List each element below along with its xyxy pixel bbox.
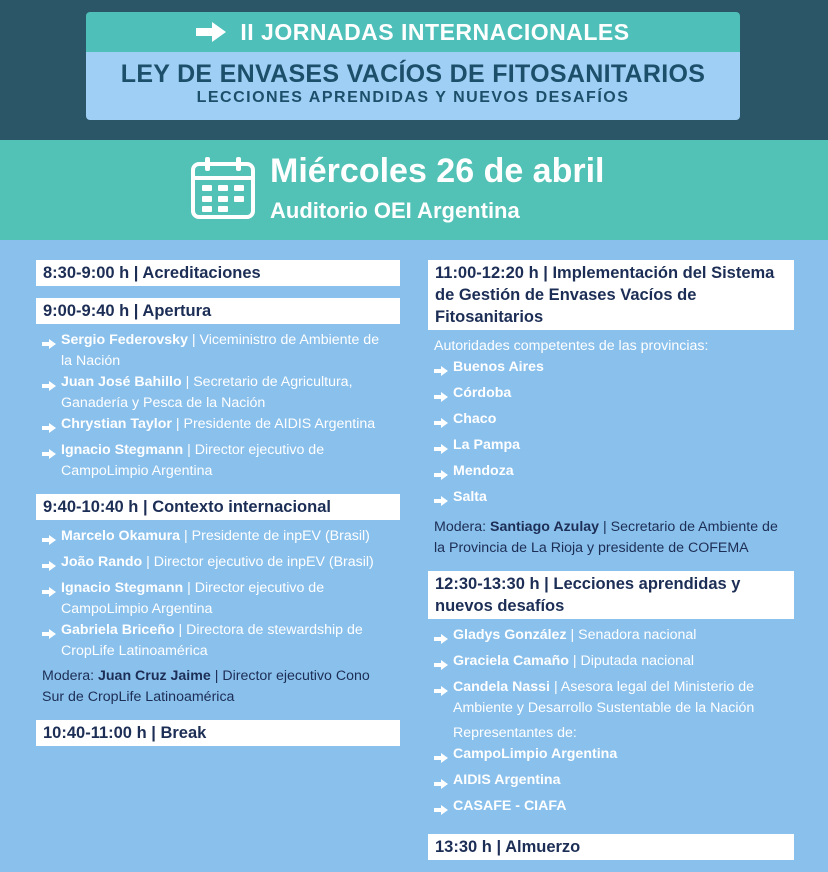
province-list	[428, 357, 794, 513]
speaker-role: Director ejecutivo de CampoLimpio Argentina	[61, 580, 325, 617]
representative-item	[434, 770, 788, 796]
arrow-right-icon	[42, 587, 56, 597]
speaker-item: Sergio Federovsky | Viceministro de Ambiente de la Nación	[42, 330, 394, 372]
arrow-right-icon	[42, 535, 56, 545]
moderator-name: Juan Cruz Jaime	[98, 668, 211, 684]
session-name: Acreditaciones	[142, 264, 261, 282]
session-apertura	[36, 298, 400, 482]
speaker-item: Candela Nassi | Asesora legal del Ministerio de Ambiente y Desarrollo Sustentable de la Nación	[434, 677, 788, 719]
speaker-role: Directora de stewardship de CropLife Latinoamérica	[61, 622, 363, 659]
arrow-right-icon	[42, 339, 56, 349]
speaker-name: Juan José Bahillo	[61, 374, 182, 390]
speaker-item: Gladys González | Senadora nacional	[434, 625, 788, 651]
speaker-role: Asesora legal del Ministerio de Ambiente y Desarrollo Sustentable de la Nación	[453, 679, 755, 716]
session-title: 8:30-9:00 h | Acreditaciones	[36, 260, 400, 286]
province-name: Salta	[453, 489, 487, 505]
session-contexto	[36, 494, 400, 708]
speaker-name: Chrystian Taylor	[61, 416, 172, 432]
session-time: 9:00-9:40 h	[43, 302, 130, 320]
session-time: 8:30-9:00 h	[43, 264, 130, 282]
speaker-item: Chrystian Taylor | Presidente de AIDIS Argentina	[42, 414, 394, 440]
representative-item	[434, 796, 788, 822]
arrow-right-icon	[434, 660, 448, 670]
arrow-right-icon	[434, 634, 448, 644]
province-item	[434, 383, 788, 409]
province-item	[434, 435, 788, 461]
province-item	[434, 357, 788, 383]
speaker-role: Viceministro de Ambiente de la Nación	[61, 332, 380, 369]
representative-name: CASAFE - CIAFA	[453, 798, 567, 814]
representatives-label: Representantes de:	[453, 725, 577, 741]
banner-bottom	[86, 52, 740, 120]
speaker-list	[36, 324, 400, 482]
speaker-item: João Rando | Director ejecutivo de inpEV (Brasil)	[42, 552, 394, 578]
session-lecciones	[428, 571, 794, 822]
session-title: 9:40-10:40 h | Contexto internacional	[36, 494, 400, 520]
speaker-name: João Rando	[61, 554, 143, 570]
representative-name: CampoLimpio Argentina	[453, 746, 618, 762]
title-banner	[86, 12, 740, 120]
speaker-item: Gabriela Briceño | Directora de stewardship de CropLife Latinoamérica	[42, 620, 394, 662]
speaker-item: Juan José Bahillo | Secretario de Agricultura, Ganadería y Pesca de la Nación	[42, 372, 394, 414]
session-title: 12:30-13:30 h | Lecciones aprendidas y nuevos desafíos	[428, 571, 794, 619]
speaker-item: Graciela Camaño | Diputada nacional	[434, 651, 788, 677]
speaker-role: Presidente de AIDIS Argentina	[183, 416, 376, 432]
arrow-right-icon	[434, 444, 448, 454]
province-name: La Pampa	[453, 437, 521, 453]
session-title: 10:40-11:00 h | Break	[36, 720, 400, 746]
session-almuerzo	[428, 834, 794, 860]
speaker-role: Diputada nacional	[580, 653, 695, 669]
calendar-icon	[190, 156, 256, 220]
event-date: Miércoles 26 de abril	[270, 152, 605, 190]
session-name: Lecciones aprendidas y nuevos desafíos	[435, 575, 741, 615]
province-item	[434, 487, 788, 513]
moderator-role: Secretario de Ambiente de la Provincia de La Rioja y presidente de COFEMA	[434, 519, 778, 556]
session-time: 10:40-11:00 h	[43, 724, 147, 742]
speaker-name: Gabriela Briceño	[61, 622, 175, 638]
representatives-list	[428, 744, 794, 822]
session-time: 9:40-10:40 h	[43, 498, 139, 516]
speaker-role: Secretario de Agricultura, Ganadería y Pesca de la Nación	[61, 374, 353, 411]
moderator-label: Modera:	[434, 519, 487, 535]
arrow-right-icon	[42, 561, 56, 571]
speaker-name: Ignacio Stegmann	[61, 580, 184, 596]
arrow-right-icon	[434, 686, 448, 696]
session-title: 11:00-12:20 h | Implementación del Sistema de Gestión de Envases Vacíos de Fitosanitarios	[428, 260, 794, 330]
session-name: Break	[160, 724, 207, 742]
province-item	[434, 461, 788, 487]
arrow-right-icon	[434, 753, 448, 763]
session-title: 13:30 h | Almuerzo	[428, 834, 794, 860]
moderator-name: Santiago Azulay	[490, 519, 600, 535]
session-time: 13:30 h	[435, 838, 492, 856]
speaker-name: Graciela Camaño	[453, 653, 569, 669]
speaker-name: Sergio Federovsky	[61, 332, 188, 348]
representative-item	[434, 744, 788, 770]
session-break	[36, 720, 400, 746]
speaker-item: Ignacio Stegmann | Director ejecutivo de CampoLimpio Argentina	[42, 440, 394, 482]
moderator-role: Director ejecutivo Cono Sur de CropLife Latinoamérica	[42, 668, 370, 705]
moderator-label: Modera:	[42, 668, 95, 684]
agenda-left-column	[36, 260, 400, 758]
arrow-right-icon	[434, 805, 448, 815]
speaker-name: Candela Nassi	[453, 679, 550, 695]
session-implementacion	[428, 260, 794, 559]
arrow-right-icon	[434, 366, 448, 376]
speaker-name: Ignacio Stegmann	[61, 442, 184, 458]
speaker-item: Ignacio Stegmann | Director ejecutivo de CampoLimpio Argentina	[42, 578, 394, 620]
session-acreditaciones	[36, 260, 400, 286]
speaker-role: Director ejecutivo de inpEV (Brasil)	[153, 554, 374, 570]
session-name: Contexto internacional	[152, 498, 331, 516]
arrow-right-icon	[196, 22, 226, 42]
arrow-right-icon	[42, 449, 56, 459]
session-time: 12:30-13:30 h	[435, 575, 540, 593]
province-name: Córdoba	[453, 385, 512, 401]
arrow-right-icon	[434, 470, 448, 480]
speaker-name: Gladys González	[453, 627, 567, 643]
arrow-right-icon	[42, 629, 56, 639]
speaker-role: Senadora nacional	[578, 627, 697, 643]
arrow-right-icon	[434, 496, 448, 506]
session-title: 9:00-9:40 h | Apertura	[36, 298, 400, 324]
agenda-right-column	[428, 260, 794, 872]
banner-top	[86, 12, 740, 52]
speaker-item: Marcelo Okamura | Presidente de inpEV (Brasil)	[42, 526, 394, 552]
arrow-right-icon	[42, 381, 56, 391]
arrow-right-icon	[434, 392, 448, 402]
province-name: Mendoza	[453, 463, 514, 479]
arrow-right-icon	[42, 423, 56, 433]
province-name: Chaco	[453, 411, 497, 427]
speaker-name: Marcelo Okamura	[61, 528, 181, 544]
moderator-line: Modera: Juan Cruz Jaime | Director ejecutivo Cono Sur de CropLife Latinoamérica	[42, 668, 370, 705]
speaker-list	[428, 619, 794, 719]
event-venue: Auditorio OEI Argentina	[270, 198, 520, 223]
speaker-role: Presidente de inpEV (Brasil)	[191, 528, 370, 544]
session-name: Implementación del Sistema de Gestión de Envases Vacíos de Fitosanitarios	[435, 264, 775, 326]
speaker-list	[36, 520, 400, 662]
event-title: LEY DE ENVASES VACÍOS DE FITOSANITARIOS	[120, 60, 706, 88]
province-name: Buenos Aires	[453, 359, 544, 375]
event-subtitle: LECCIONES APRENDIDAS Y NUEVOS DESAFÍOS	[196, 89, 630, 106]
speaker-role: Director ejecutivo de CampoLimpio Argentina	[61, 442, 325, 479]
moderator-line: Modera: Santiago Azulay | Secretario de Ambiente de la Provincia de La Rioja y presidente de COFEMA	[434, 519, 778, 556]
session-name: Almuerzo	[505, 838, 581, 856]
session-time: 11:00-12:20 h	[435, 264, 539, 282]
session-name: Apertura	[142, 302, 212, 320]
province-item	[434, 409, 788, 435]
provinces-intro: Autoridades competentes de las provincias:	[434, 338, 709, 354]
event-series-label: II JORNADAS INTERNACIONALES	[240, 18, 630, 45]
arrow-right-icon	[434, 779, 448, 789]
representative-name: AIDIS Argentina	[453, 772, 561, 788]
arrow-right-icon	[434, 418, 448, 428]
